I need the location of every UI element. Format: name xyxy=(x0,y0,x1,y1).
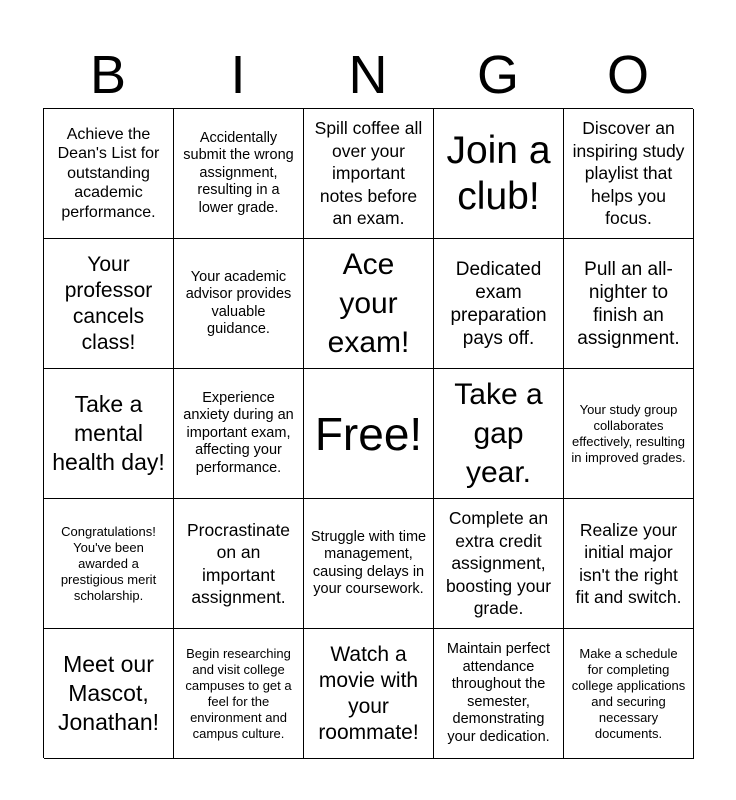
cell-text: Pull an all-nighter to finish an assignment. xyxy=(577,258,680,349)
cell-text: Dedicated exam preparation pays off. xyxy=(450,258,547,349)
cell-text: Take a mental health day! xyxy=(52,391,165,475)
bingo-cell[interactable] xyxy=(564,369,694,499)
bingo-cell[interactable] xyxy=(174,499,304,629)
cell-text: Make a schedule for completing college applications and securing necessary documents. xyxy=(571,645,686,741)
bingo-cell[interactable] xyxy=(44,239,174,369)
cell-text: Your professor cancels class! xyxy=(64,252,153,354)
cell-text: Your study group collaborates effectively, resulting in improved grades. xyxy=(571,401,686,465)
cell-text: Spill coffee all over your important notes before an exam. xyxy=(314,118,423,229)
cell-text: Struggle with time management, causing delays in your coursework. xyxy=(310,528,427,597)
header-letter-n: N xyxy=(348,45,388,105)
bingo-cell[interactable] xyxy=(304,109,434,239)
header-letter-o: O xyxy=(606,45,649,105)
bingo-cell[interactable] xyxy=(434,109,564,239)
cell-text: Begin researching and visit college campuses to get a feel for the environment and campus culture. xyxy=(185,645,292,741)
bingo-cell[interactable] xyxy=(174,629,304,759)
bingo-cell[interactable] xyxy=(434,499,564,629)
bingo-cell[interactable] xyxy=(174,109,304,239)
cell-text: Maintain perfect attendance throughout the semester, demonstrating your dedication. xyxy=(446,641,551,745)
free-space[interactable] xyxy=(304,369,434,499)
cell-text: Meet our Mascot, Jonathan! xyxy=(57,651,160,735)
cell-text: Your academic advisor provides valuable guidance. xyxy=(185,268,292,337)
bingo-cell[interactable] xyxy=(44,629,174,759)
bingo-cell[interactable] xyxy=(44,499,174,629)
bingo-cell[interactable] xyxy=(174,239,304,369)
bingo-cell[interactable] xyxy=(304,499,434,629)
header-letter-b: B xyxy=(89,45,127,105)
bingo-cell[interactable] xyxy=(174,369,304,499)
cell-text: Accidentally submit the wrong assignment, resulting in a lower grade. xyxy=(183,129,294,216)
cell-text: Experience anxiety during an important exam, affecting your performance. xyxy=(183,389,294,476)
bingo-cell[interactable] xyxy=(304,239,434,369)
header-letter-i: I xyxy=(230,45,246,105)
bingo-cell[interactable] xyxy=(304,629,434,759)
cell-text: Discover an inspiring study playlist that helps you focus. xyxy=(572,118,685,229)
bingo-cell[interactable] xyxy=(564,239,694,369)
cell-text: Realize your initial major isn't the right fit and switch. xyxy=(575,519,682,607)
header-letter-g: G xyxy=(476,45,519,105)
bingo-cell[interactable] xyxy=(564,629,694,759)
bingo-cell[interactable] xyxy=(44,369,174,499)
bingo-cell[interactable] xyxy=(564,109,694,239)
cell-text: Ace your exam! xyxy=(327,248,410,359)
cell-text: Take a gap year. xyxy=(454,378,543,489)
cell-text: Complete an extra credit assignment, boosting your grade. xyxy=(445,508,552,619)
cell-text: Join a club! xyxy=(446,128,551,218)
bingo-cell[interactable] xyxy=(44,109,174,239)
cell-text: Procrastinate on an important assignment. xyxy=(186,519,291,607)
bingo-board xyxy=(43,108,693,758)
cell-text: Achieve the Dean's List for outstanding academic performance. xyxy=(57,125,160,221)
cell-text: Congratulations! You've been awarded a prestigious merit scholarship. xyxy=(60,523,157,603)
bingo-header xyxy=(43,42,693,108)
bingo-cell[interactable] xyxy=(434,629,564,759)
bingo-cell[interactable] xyxy=(564,499,694,629)
bingo-cell[interactable] xyxy=(434,239,564,369)
bingo-cell[interactable] xyxy=(434,369,564,499)
cell-text: Watch a movie with your roommate! xyxy=(318,642,419,744)
cell-text: Free! xyxy=(314,407,423,460)
